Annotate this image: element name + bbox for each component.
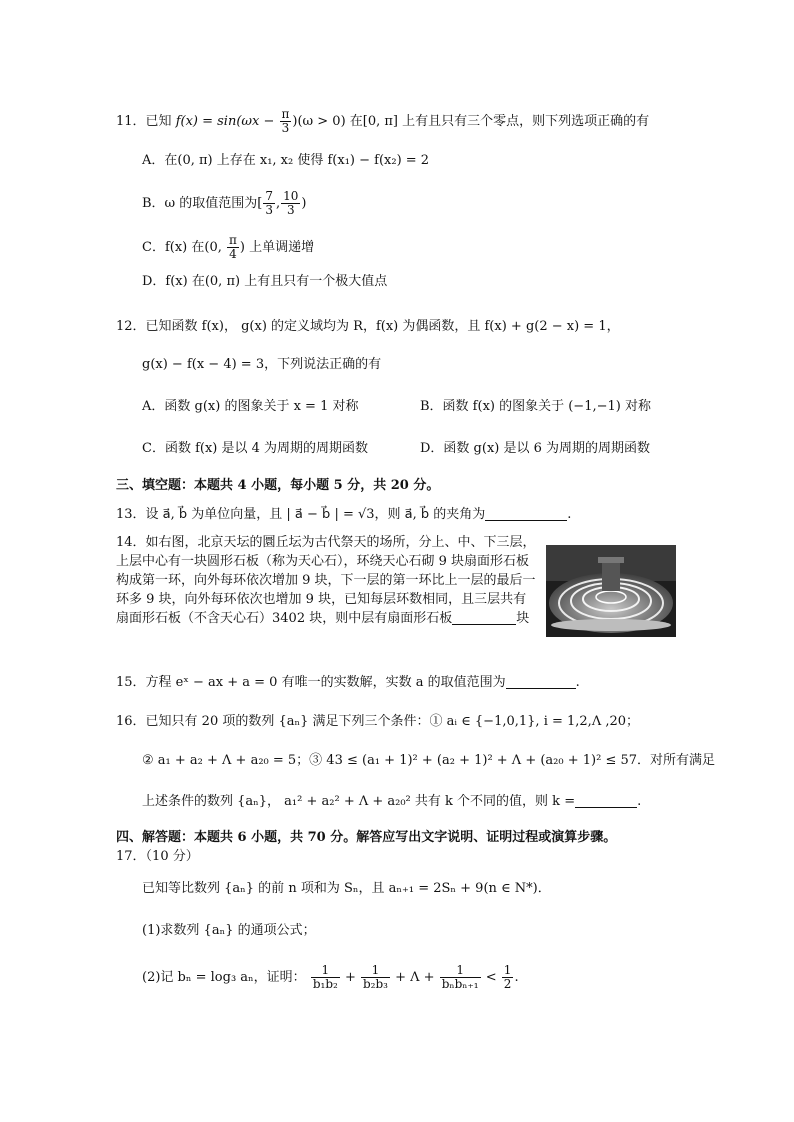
q14: 14．如右图，北京天坛的圜丘坛为古代祭天的场所，分上、中、下三层，上层中心有一块圆形石板（称为天心石），环绕天心石砌 9 块扇面形石板构成第一环，向外每环依次增加 9 块，下一层的第一环比上一层的最后一环多 9 块，向外每环依次也增加 9 块，已知每层环数相同，且三层共有扇面形石板（不含天心石）3402 块，则中层有扇面形石板 块 bbox=[116, 535, 536, 626]
q12-stem-line1: 12．已知函数 f(x)， g(x) 的定义域均为 R，f(x) 为偶函数，且 f(x) + g(2 − x) = 1， bbox=[116, 319, 620, 334]
q12-option-d: D．函数 g(x) 是以 6 为周期的周期函数 bbox=[420, 441, 651, 456]
q16-answer-blank[interactable] bbox=[575, 793, 637, 808]
q16-line1: 16．已知只有 20 项的数列 {aₙ} 满足下列三个条件：① aᵢ ∈ {−1,0,1}, i = 1,2,Λ ,20； bbox=[116, 714, 640, 729]
tiantan-photo bbox=[546, 545, 676, 637]
q11-option-b: B．ω 的取值范围为[ $\frac{7}{3}$ , $\frac{10}{3}$ ) bbox=[142, 189, 307, 217]
q17-heading: 17．（10 分） bbox=[116, 849, 199, 864]
q12-stem-line2: g(x) − f(x − 4) = 3，下列说法正确的有 bbox=[142, 357, 382, 372]
q12-option-c: C．函数 f(x) 是以 4 为周期的周期函数 bbox=[142, 441, 369, 456]
q11-stem: 11．已知 f(x) = sin(ωx − $\frac{\pi}{3}$ )(ω > 0) 在[0, π] 上有且只有三个零点，则下列选项正确的有 bbox=[116, 107, 650, 135]
q15-answer-blank[interactable] bbox=[506, 674, 576, 689]
q11-option-d: D．f(x) 在(0, π) 上有且只有一个极大值点 bbox=[142, 274, 388, 289]
q15: 15．方程 eˣ − ax + a = 0 有唯一的实数解，实数 a 的取值范围为 . bbox=[116, 675, 580, 690]
q12-option-a: A．函数 g(x) 的图象关于 x = 1 对称 bbox=[142, 399, 359, 414]
q13-answer-blank[interactable] bbox=[485, 506, 567, 521]
q17-part1: (1)求数列 {aₙ} 的通项公式； bbox=[142, 923, 316, 938]
q13: 13．设 a⃗, b⃗ 为单位向量，且 | a⃗ − b⃗ | = √3，则 a⃗, b⃗ 的夹角为 . bbox=[116, 507, 572, 522]
section-3-heading: 三、填空题：本题共 4 小题，每小题 5 分，共 20 分。 bbox=[116, 478, 440, 493]
section-4-heading: 四、解答题：本题共 6 小题，共 70 分。解答应写出文字说明、证明过程或演算步骤。 bbox=[116, 830, 617, 845]
q11-option-c: C．f(x) 在(0, $\frac{\pi}{4}$ ) 上单调递增 bbox=[142, 233, 315, 261]
q11-option-a: A．在(0, π) 上存在 x₁, x₂ 使得 f(x₁) − f(x₂) = 2 bbox=[142, 153, 430, 168]
q17-part2: (2)记 bₙ = log₃ aₙ，证明： $\frac{1}{\text{b₁b₂}}$ + $\frac{1}{\text{b₂b₃}}$ + Λ + $\frac{1}{\text{bₙbₙ₊₁}}$ < $\frac{1}{2}$ . bbox=[142, 963, 519, 991]
q17-stem: 已知等比数列 {aₙ} 的前 n 项和为 Sₙ，且 aₙ₊₁ = 2Sₙ + 9(n ∈ N*)． bbox=[142, 881, 551, 896]
q12-option-b: B．函数 f(x) 的图象关于 (−1,−1) 对称 bbox=[420, 399, 651, 414]
q14-answer-blank[interactable] bbox=[452, 610, 516, 625]
q16-line2: ② a₁ + a₂ + Λ + a₂₀ = 5；③ 43 ≤ (a₁ + 1)² + (a₂ + 1)² + Λ + (a₂₀ + 1)² ≤ 57．对所有满足 bbox=[142, 753, 716, 768]
q16-line3: 上述条件的数列 {aₙ}， a₁² + a₂² + Λ + a₂₀² 共有 k 个不同的值，则 k = . bbox=[142, 794, 642, 809]
